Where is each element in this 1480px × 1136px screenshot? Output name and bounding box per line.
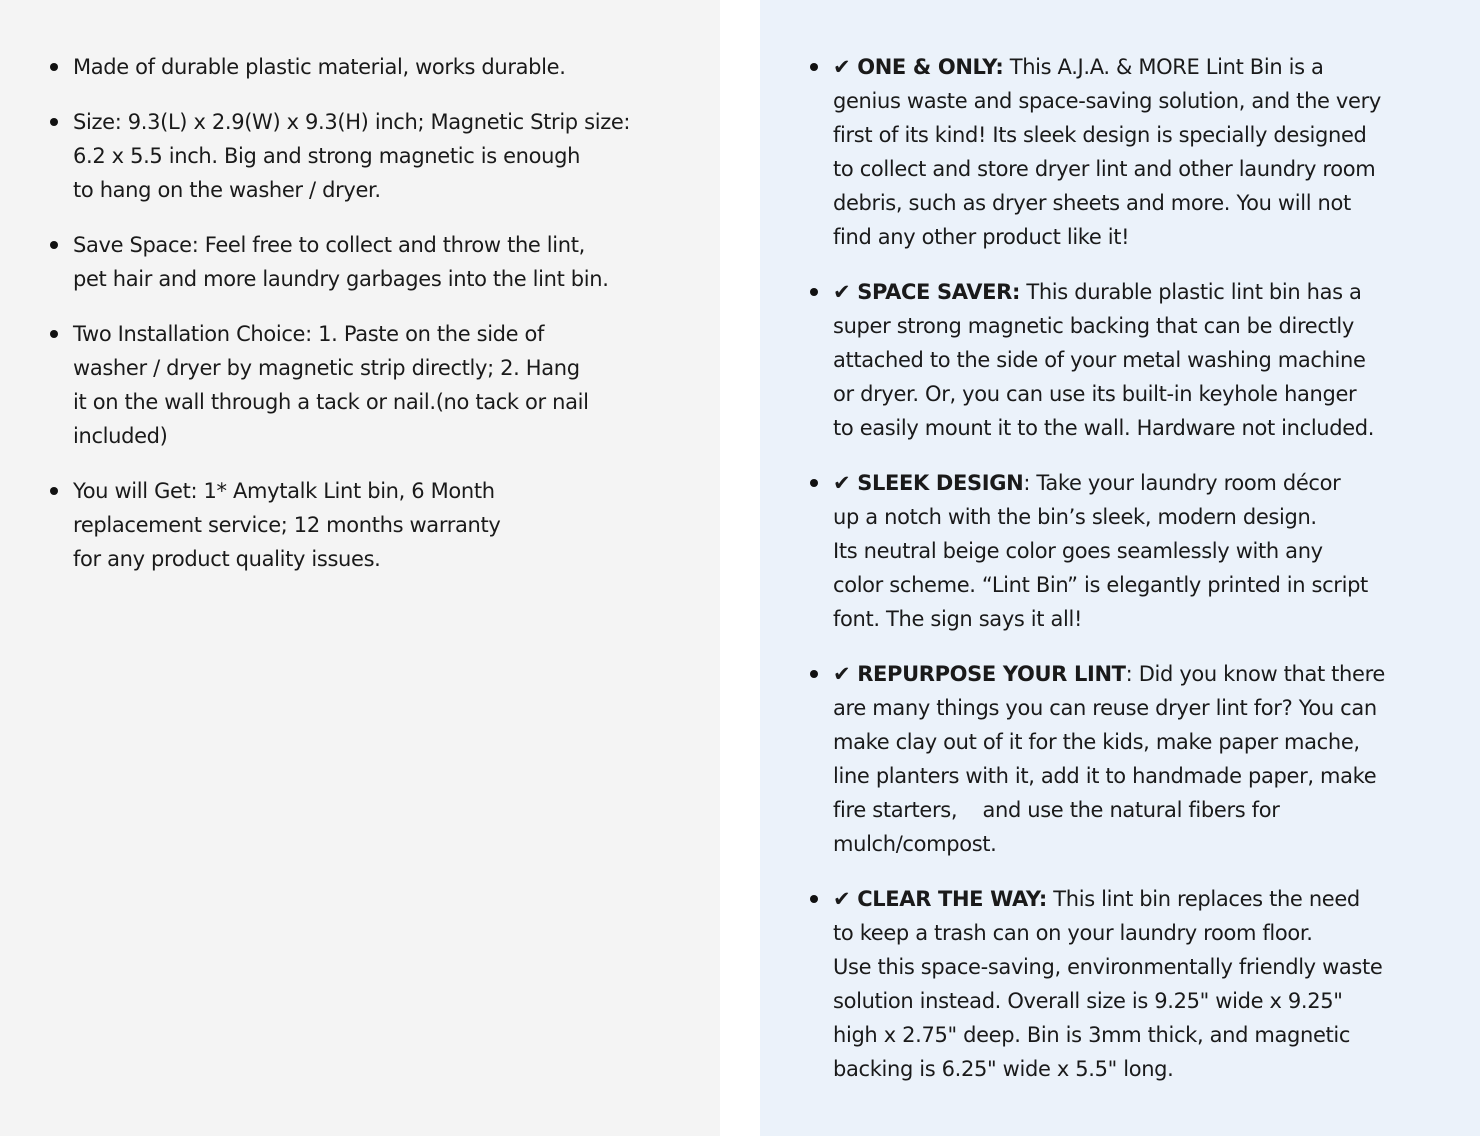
- list-item: ✔ CLEAR THE WAY: This lint bin replaces the need to keep a trash can on your laundry room floor. Use this space-saving, environmentally friendly waste solution instead. Overall size is 9.25" wide x 9.25" high x 2.75" deep. Bin is 3mm thick, and magnetic backing is 6.25" wide x 5.5" long.: [833, 882, 1385, 1086]
- list-item: ✔ ONE & ONLY: This A.J.A. & MORE Lint Bin is a genius waste and space-saving solution, and the very first of its kind! Its sleek design is specially designed to collect and store dryer lint and other laundry room debris, such as dryer sheets and more. You will not find any other product like it!: [833, 50, 1385, 254]
- list-item: ✔ SLEEK DESIGN: Take your laundry room décor up a notch with the bin’s sleek, modern design. Its neutral beige color goes seamlessly with any color scheme. “Lint Bin” is elegantly printed in script font. The sign says it all!: [833, 466, 1385, 636]
- feature-heading: ✔ REPURPOSE YOUR LINT: [833, 662, 1126, 686]
- feature-heading: ✔ SLEEK DESIGN: [833, 471, 1024, 495]
- bullet-icon: [50, 118, 58, 126]
- list-item: Save Space: Feel free to collect and throw the lint, pet hair and more laundry garbages into the lint bin.: [73, 228, 630, 296]
- list-item: You will Get: 1* Amytalk Lint bin, 6 Month replacement service; 12 months warranty for any product quality issues.: [73, 474, 630, 576]
- list-item: ✔ SPACE SAVER: This durable plastic lint bin has a super strong magnetic backing that can be directly attached to the side of your metal washing machine or dryer. Or, you can use its built-in keyhole hanger to easily mount it to the wall. Hardware not included.: [833, 275, 1385, 445]
- feature-heading: ✔ ONE & ONLY:: [833, 55, 1004, 79]
- left-feature-list: [73, 50, 630, 597]
- feature-heading: ✔ SPACE SAVER:: [833, 280, 1021, 304]
- bullet-icon: [50, 487, 58, 495]
- bullet-icon: [50, 241, 58, 249]
- right-feature-list: [833, 50, 1385, 1107]
- bullet-icon: [810, 895, 818, 903]
- list-item: ✔ REPURPOSE YOUR LINT: Did you know that there are many things you can reuse dryer lint for? You can make clay out of it for the kids, make paper mache, line planters with it, add it to handmade paper, make fire starters, and use the natural fibers for mulch/compost.: [833, 657, 1385, 861]
- feature-heading: ✔ CLEAR THE WAY:: [833, 887, 1047, 911]
- bullet-icon: [810, 63, 818, 71]
- left-feature-panel: [0, 0, 720, 1136]
- list-item: Size: 9.3(L) x 2.9(W) x 9.3(H) inch; Magnetic Strip size: 6.2 x 5.5 inch. Big and strong magnetic is enough to hang on the washer / dryer.: [73, 105, 630, 207]
- right-feature-panel: [760, 0, 1480, 1136]
- bullet-icon: [50, 63, 58, 71]
- bullet-icon: [810, 479, 818, 487]
- bullet-icon: [810, 670, 818, 678]
- bullet-icon: [50, 330, 58, 338]
- list-item: Two Installation Choice: 1. Paste on the side of washer / dryer by magnetic strip directly; 2. Hang it on the wall through a tack or nail.(no tack or nail included): [73, 317, 630, 453]
- list-item: Made of durable plastic material, works durable.: [73, 50, 630, 84]
- bullet-icon: [810, 288, 818, 296]
